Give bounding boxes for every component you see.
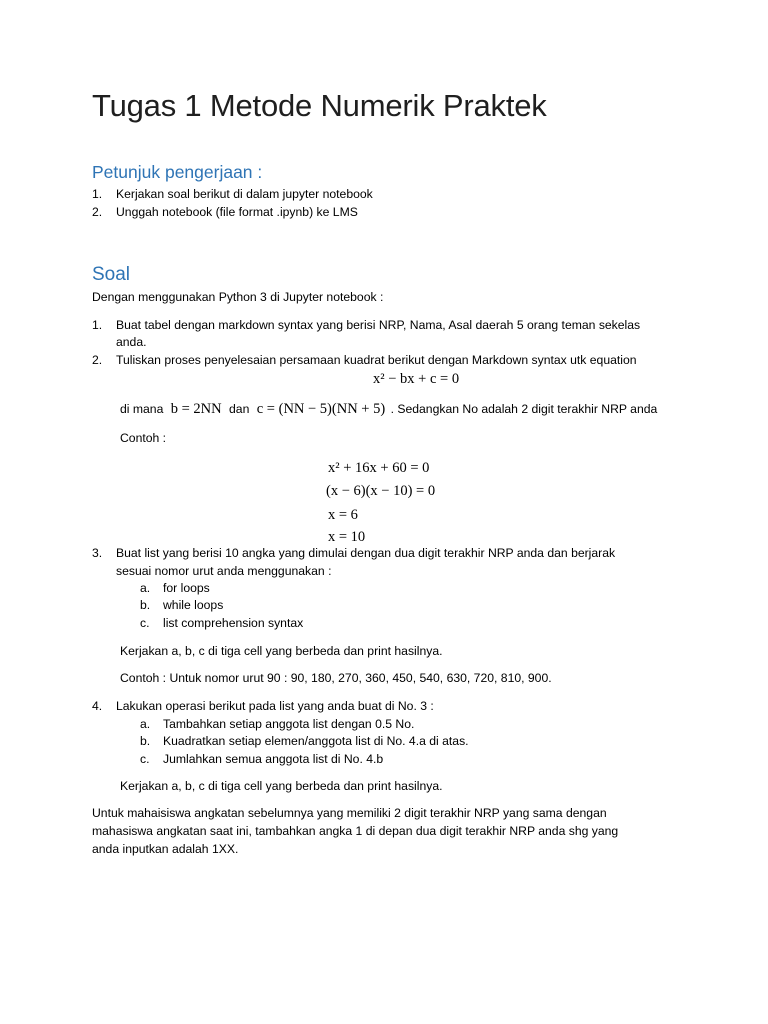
q4-sub-c-number: c. <box>140 752 150 766</box>
closing-line-3: anda inputkan adalah 1XX. <box>92 842 239 856</box>
closing-line-1: Untuk mahaisiswa angkatan sebelumnya yang memiliki 2 digit terakhir NRP yang sama dengan <box>92 806 607 820</box>
b-definition: b = 2NN <box>170 401 222 417</box>
q4-note: Kerjakan a, b, c di tiga cell yang berbeda dan print hasilnya. <box>120 779 443 793</box>
example-eq-1: x² + 16x + 60 = 0 <box>328 460 430 476</box>
q2-text: Tuliskan proses penyelesaian persamaan kuadrat berikut dengan Markdown syntax utk equation <box>116 353 637 367</box>
q4-sub-a-number: a. <box>140 717 151 731</box>
q3-number: 3. <box>92 546 103 560</box>
closing-line-2: mahasiswa angkatan saat ini, tambahkan angka 1 di depan dua digit terakhir NRP anda shg yang <box>92 824 619 838</box>
q3-sub-b-text: while loops <box>163 598 224 612</box>
list-number: 2. <box>92 205 103 219</box>
example-eq-3: x = 6 <box>328 507 358 523</box>
q1-number: 1. <box>92 318 103 332</box>
q1-line1: Buat tabel dengan markdown syntax yang berisi NRP, Nama, Asal daerah 5 orang teman sekelas <box>116 318 641 332</box>
instruction-text-2: Unggah notebook (file format .ipynb) ke LMS <box>116 205 358 219</box>
instruction-text-1: Kerjakan soal berikut di dalam jupyter notebook <box>116 187 373 201</box>
q3-line2: sesuai nomor urut anda menggunakan : <box>116 564 332 578</box>
example-eq-2: (x − 6)(x − 10) = 0 <box>326 483 436 499</box>
soal-heading: Soal <box>92 264 131 285</box>
q4-sub-a-text: Tambahkan setiap anggota list dengan 0.5 No. <box>163 717 415 731</box>
q3-sub-a-text: for loops <box>163 581 210 595</box>
dan-word: dan <box>229 402 250 416</box>
q3-example: Contoh : Untuk nomor urut 90 : 90, 180, 270, 360, 450, 540, 630, 720, 810, 900. <box>120 671 552 685</box>
instructions-heading: Petunjuk pengerjaan : <box>92 162 263 182</box>
q4-sub-b-number: b. <box>140 734 151 748</box>
c-definition: c = (NN − 5)(NN + 5) <box>256 401 386 417</box>
q1-line2: anda. <box>116 335 147 349</box>
page-title: Tugas 1 Metode Numerik Praktek <box>92 88 547 123</box>
q3-line1: Buat list yang berisi 10 angka yang dimulai dengan dua digit terakhir NRP anda dan berjarak <box>116 546 616 560</box>
example-eq-4: x = 10 <box>328 529 366 545</box>
q3-note: Kerjakan a, b, c di tiga cell yang berbeda dan print hasilnya. <box>120 644 443 658</box>
q3-sub-c-text: list comprehension syntax <box>163 616 304 630</box>
instruction-item-2 <box>92 204 102 221</box>
q2-where-line <box>120 401 657 418</box>
q3-sub-a-number: a. <box>140 581 151 595</box>
soal-intro: Dengan menggunakan Python 3 di Jupyter notebook : <box>92 290 384 304</box>
where-suffix: . Sedangkan No adalah 2 digit terakhir NRP anda <box>390 402 658 416</box>
list-number: 1. <box>92 187 103 201</box>
q4-sub-b-text: Kuadratkan setiap elemen/anggota list di No. 4.a di atas. <box>163 734 469 748</box>
q2-example-label: Contoh : <box>120 431 167 445</box>
q4-number: 4. <box>92 699 103 713</box>
q2-equation: x² − bx + c = 0 <box>373 371 460 387</box>
q3-sub-b-number: b. <box>140 598 151 612</box>
where-prefix: di mana <box>120 402 164 416</box>
q4-sub-c-text: Jumlahkan semua anggota list di No. 4.b <box>163 752 384 766</box>
q4-text: Lakukan operasi berikut pada list yang anda buat di No. 3 : <box>116 699 434 713</box>
instruction-item-1 <box>92 186 102 203</box>
q2-number: 2. <box>92 353 103 367</box>
q3-sub-c-number: c. <box>140 616 150 630</box>
